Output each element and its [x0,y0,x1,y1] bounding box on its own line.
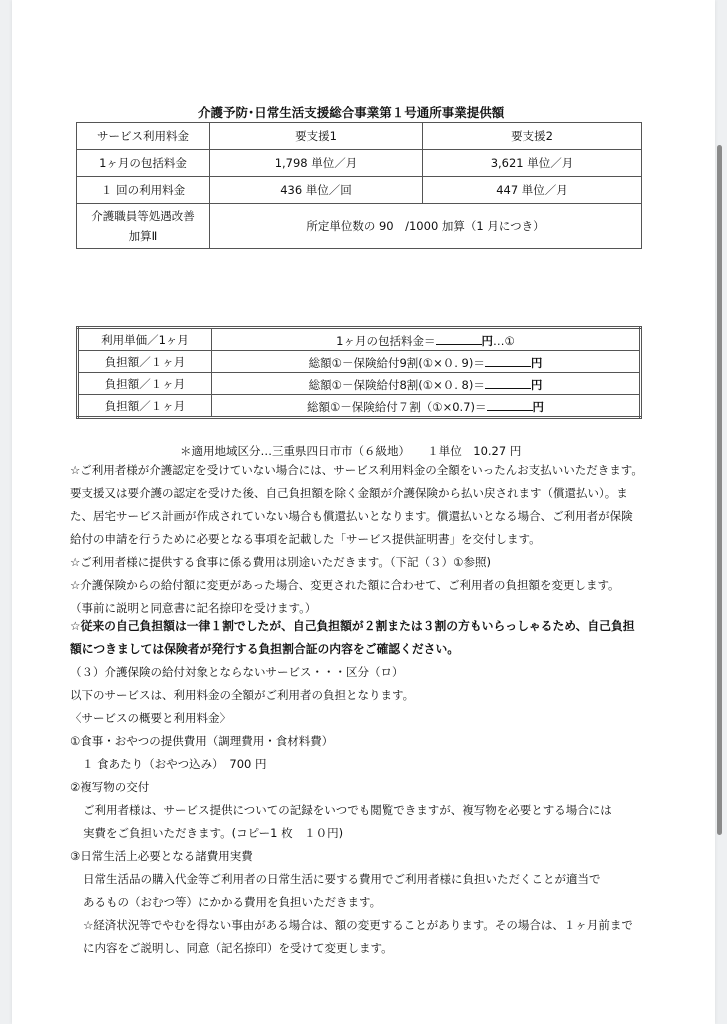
item3-line: 日常生活品の購入代金等ご利用者の日常生活に要する費用でご利用者様に負担いただくことが適当で [83,872,601,886]
table-cell: 1,798 単位／月 [210,150,423,177]
section-intro: 以下のサービスは、利用料金の全額がご利用者の負担となります。 [70,688,415,702]
yen-unit: 円 [481,333,493,348]
calc-label: 負担額／１ヶ月 [78,395,212,418]
item1-title: ①食事・おやつの提供費用（調理費用・食材料費） [70,734,334,748]
calc-formula [212,373,641,395]
fee-table [76,122,642,249]
item2-line: ご利用者様は、サービス提供についての記録をいつでも閲覧できますが、複写物を必要とする場合には [83,803,612,817]
table-cell: 1ヶ月の包括料金 [77,150,210,177]
item3-title: ③日常生活上必要となる諸費用実費 [70,849,253,863]
yen-unit: 円 [532,399,545,414]
table-cell: 447 単位／月 [423,177,642,204]
table-cell: １ 回の利用料金 [77,177,210,204]
calc-text: 総額①－保険給付9割(①×０. 9)＝ [308,355,485,370]
document-title: 介護予防･日常生活支援総合事業第１号通所事業提供額 [198,105,505,120]
calculation-table [76,326,642,419]
calc-formula [212,328,641,351]
paragraph-line: た、居宅サービス計画が作成されていない場合も償還払いとなります。償還払いとなる場合、ご利用者が保険 [70,509,633,523]
item2-title: ②複写物の交付 [70,780,150,794]
calc-label: 負担額／１ヶ月 [78,373,212,395]
table-cell: 436 単位／回 [210,177,423,204]
amount-blank [485,353,531,367]
item3-line: あるもの（おむつ等）にかかる費用を負担いただきます。 [83,895,382,909]
bold-notice-line: ☆従来の自己負担額は一律１割でしたが、自己負担額が２割または３割の方もいらっしゃるため、自己負担 [70,619,635,633]
paragraph-line: 給付の申請を行うために必要となる事項を記載した「サービス提供証明書」を交付します。 [70,532,541,546]
table-row [78,328,641,351]
item3-line: に内容をご説明し、同意（記名捺印）を受けて変更します。 [83,941,393,955]
table-cell: 3,621 単位／月 [423,150,642,177]
table-row [77,204,642,249]
overview-heading: 〈サービスの概要と利用料金〉 [70,711,231,725]
scrollbar[interactable] [717,145,722,835]
item1-detail: １ 食あたり（おやつ込み） 700 円 [82,757,267,771]
amount-blank [487,397,533,411]
table-row [78,373,641,395]
paragraph-line: ☆ご利用者様に提供する食事に係る費用は別途いただきます。（下記（３）①参照) [70,555,491,569]
paragraph-line: （事前に説明と同意書に記名捺印を受けます。） [70,601,317,615]
calc-formula [212,395,641,418]
yen-unit: 円 [530,355,543,370]
item2-line: 実費をご負担いただきます。(コピー1 枚 １０円) [83,826,344,840]
amount-blank [436,331,482,345]
calc-label: 利用単価／1ヶ月 [78,328,212,351]
paragraph-line: ☆ご利用者様が介護認定を受けていない場合には、サービス利用料金の全額をいったんお支払いいただきます。 [70,463,643,477]
table-row [77,123,642,150]
addon-value-cell: 所定単位数の 90 /1000 加算（1 月につき） [210,204,642,249]
table-row [78,351,641,373]
calc-text: 総額①－保険給付8割(①×０. 8)＝ [308,377,485,392]
section-heading: （３）介護保険の給付対象とならないサービス・・・区分（ロ） [70,665,404,679]
bold-notice-line: 額につきましては保険者が発行する負担割合証の内容をご確認ください。 [70,642,460,656]
table-header-cell: 要支援2 [423,123,642,150]
table-row [78,395,641,418]
yen-unit: 円 [530,377,543,392]
calc-formula [212,351,641,373]
calc-text: 総額①－保険給付７割（①×0.7)＝ [306,399,487,414]
table-row [77,150,642,177]
calc-text: 1ヶ月の包括料金＝ [336,333,436,348]
calc-tail: …① [493,333,515,348]
table-header-cell: 要支援1 [210,123,423,150]
area-note: ＊適用地域区分…三重県四日市市（６級地） １単位 10.27 円 [180,444,522,458]
addon-label-cell [77,204,210,249]
calc-label: 負担額／１ヶ月 [78,351,212,373]
paragraph-line: ☆介護保険からの給付額に変更があった場合、変更された額に合わせて、ご利用者の負担額を変更します。 [70,578,620,592]
amount-blank [485,375,531,389]
addon-label-line2: 加算Ⅱ [128,229,158,243]
table-row [77,177,642,204]
addon-label-line1: 介護職員等処遇改善 [91,209,195,223]
item3-line: ☆経済状況等でやむを得ない事由がある場合は、額の変更することがあります。その場合は、１ヶ月前まで [83,918,633,932]
table-header-cell: サービス利用料金 [77,123,210,150]
paragraph-line: 要支援又は要介護の認定を受けた後、自己負担額を除く金額が介護保険から払い戻されます（償還払い）。ま [70,486,628,500]
